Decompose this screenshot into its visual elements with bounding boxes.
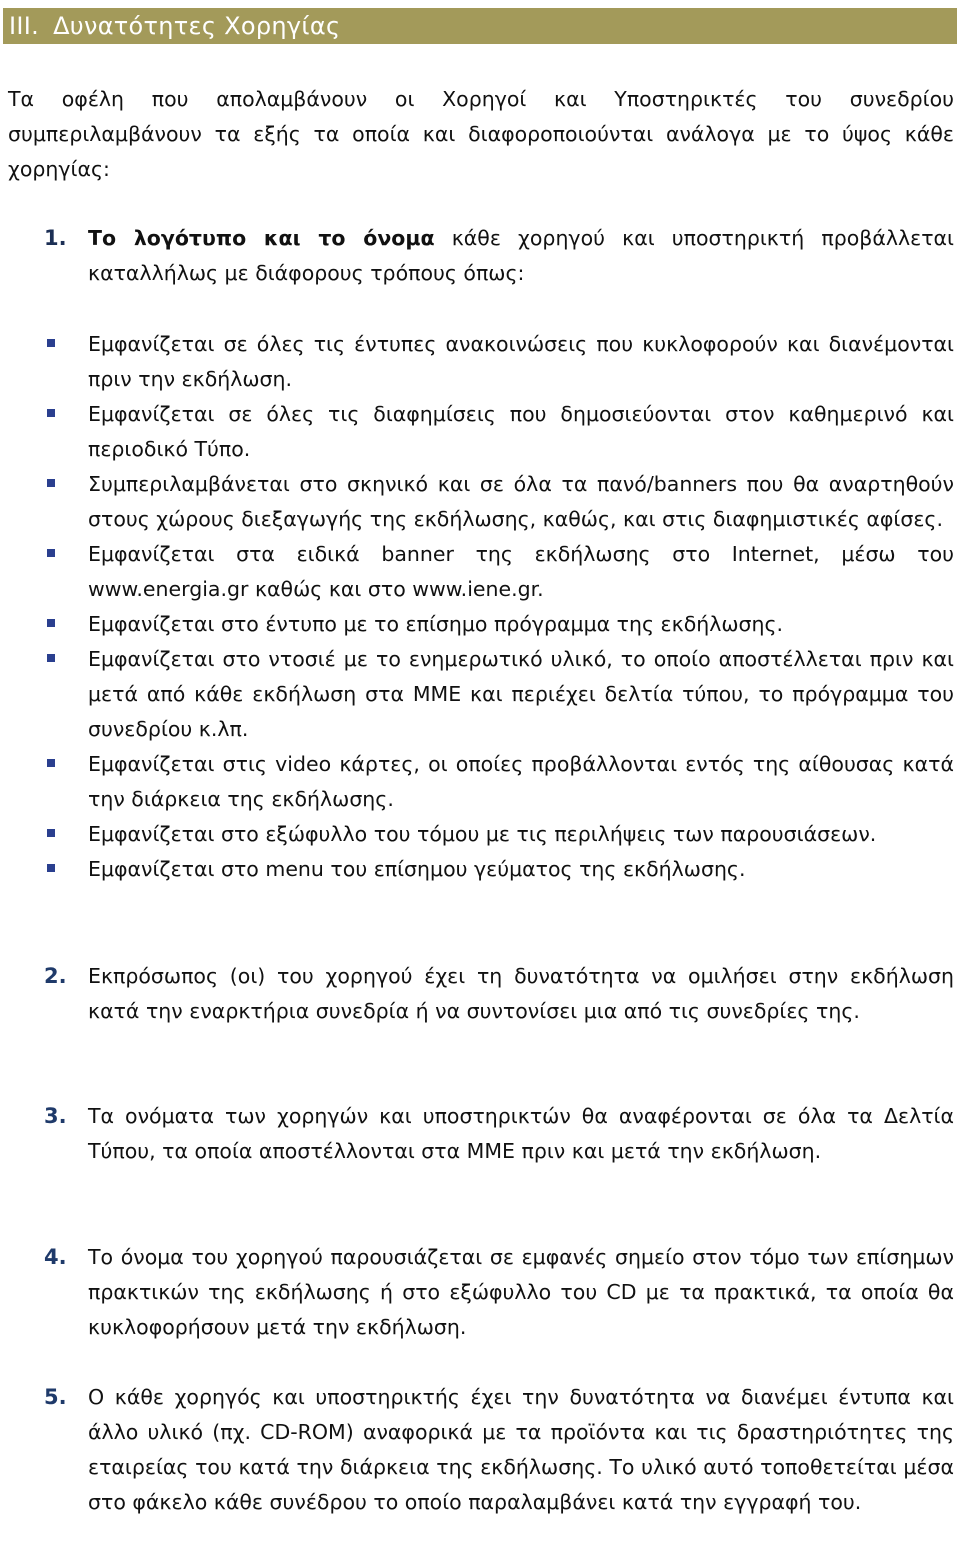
item-number: 2.	[44, 964, 67, 988]
bullet-square-icon	[47, 619, 55, 627]
item-text: κάθε χορηγού και υποστηρικτή προβάλλεται καταλλήλως με διάφορους τρόπους όπως:	[88, 226, 954, 285]
list-item: Εμφανίζεται στο ντοσιέ με το ενημερωτικό υλικό, το οποίο αποστέλλεται πριν και μετά από κάθε εκδήλωση στα ΜΜΕ και περιέχει δελτία τύπου, το πρόγραμμα του συνεδρίου κ.λπ.	[88, 642, 954, 747]
numbered-item-4	[44, 1240, 954, 1345]
list-item: Εμφανίζεται σε όλες τις διαφημίσεις που δημοσιεύονται στον καθημερινό και περιοδικό Τύπο.	[88, 397, 954, 467]
bullet-square-icon	[47, 654, 55, 662]
numbered-item-3	[44, 1099, 954, 1169]
section-heading	[3, 8, 957, 44]
numbered-item-1	[44, 221, 954, 291]
section-number: III.	[9, 12, 40, 40]
bullet-square-icon	[47, 479, 55, 487]
bullet-square-icon	[47, 829, 55, 837]
numbered-item-5	[44, 1380, 954, 1520]
item-text: Ο κάθε χορηγός και υποστηρικτής έχει την δυνατότητα να διανέμει έντυπα και άλλο υλικό (πχ. CD-ROM) αναφορικά με τα προϊόντα και τις δραστηριότητες της εταιρείας του κατά την διάρκεια της εκδήλωσης. Το υλικό αυτό τοποθετείται μέσα στο φάκελο κάθε συνέδρου το οποίο παραλαμβάνει κατά την εγγραφή του.	[88, 1385, 954, 1514]
item-bold-lead: Το λογότυπο και το όνομα	[88, 226, 435, 250]
item-number: 1.	[44, 226, 67, 250]
bullet-square-icon	[47, 549, 55, 557]
bullet-square-icon	[47, 409, 55, 417]
item-text: Τα ονόματα των χορηγών και υποστηρικτών θα αναφέρονται σε όλα τα Δελτία Τύπου, τα οποία αποστέλλονται στα ΜΜΕ πριν και μετά την εκδήλωση.	[88, 1104, 954, 1163]
bullet-square-icon	[47, 864, 55, 872]
item-number: 3.	[44, 1104, 67, 1128]
item-number: 5.	[44, 1385, 67, 1409]
item-number: 4.	[44, 1245, 67, 1269]
bullet-square-icon	[47, 339, 55, 347]
bullet-list	[88, 327, 954, 887]
list-item: Εμφανίζεται σε όλες τις έντυπες ανακοινώσεις που κυκλοφορούν και διανέμονται πριν την εκδήλωση.	[88, 327, 954, 397]
item-text: Το όνομα του χορηγού παρουσιάζεται σε εμφανές σημείο στον τόμο των επίσημων πρακτικών της εκδήλωσης ή στο εξώφυλλο του CD με τα πρακτικά, τα οποία θα κυκλοφορήσουν μετά την εκδήλωση.	[88, 1245, 954, 1339]
list-item: Εμφανίζεται στο εξώφυλλο του τόμου με τις περιλήψεις των παρουσιάσεων.	[88, 817, 954, 852]
bullet-square-icon	[47, 759, 55, 767]
list-item: Εμφανίζεται στα ειδικά banner της εκδήλωσης στο Internet, μέσω του www.energia.gr καθώς και στο www.iene.gr.	[88, 537, 954, 607]
list-item: Εμφανίζεται στο menu του επίσημου γεύματος της εκδήλωσης.	[88, 852, 954, 887]
list-item: Εμφανίζεται στις video κάρτες, οι οποίες προβάλλονται εντός της αίθουσας κατά την διάρκεια της εκδήλωσης.	[88, 747, 954, 817]
section-title: Δυνατότητες Χορηγίας	[53, 12, 341, 40]
list-item: Εμφανίζεται στο έντυπο με το επίσημο πρόγραμμα της εκδήλωσης.	[88, 607, 954, 642]
intro-paragraph: Τα οφέλη που απολαμβάνουν οι Χορηγοί και Υποστηρικτές του συνεδρίου συμπεριλαμβάνουν τα εξής τα οποία και διαφοροποιούνται ανάλογα με το ύψος κάθε χορηγίας:	[8, 87, 954, 181]
numbered-item-2	[44, 959, 954, 1029]
list-item: Συμπεριλαμβάνεται στο σκηνικό και σε όλα τα πανό/banners που θα αναρτηθούν στους χώρους διεξαγωγής της εκδήλωσης, καθώς, και στις διαφημιστικές αφίσες.	[88, 467, 954, 537]
item-text: Εκπρόσωπος (οι) του χορηγού έχει τη δυνατότητα να ομιλήσει στην εκδήλωση κατά την εναρκτήρια συνεδρία ή να συντονίσει μια από τις συνεδρίες της.	[88, 964, 954, 1023]
